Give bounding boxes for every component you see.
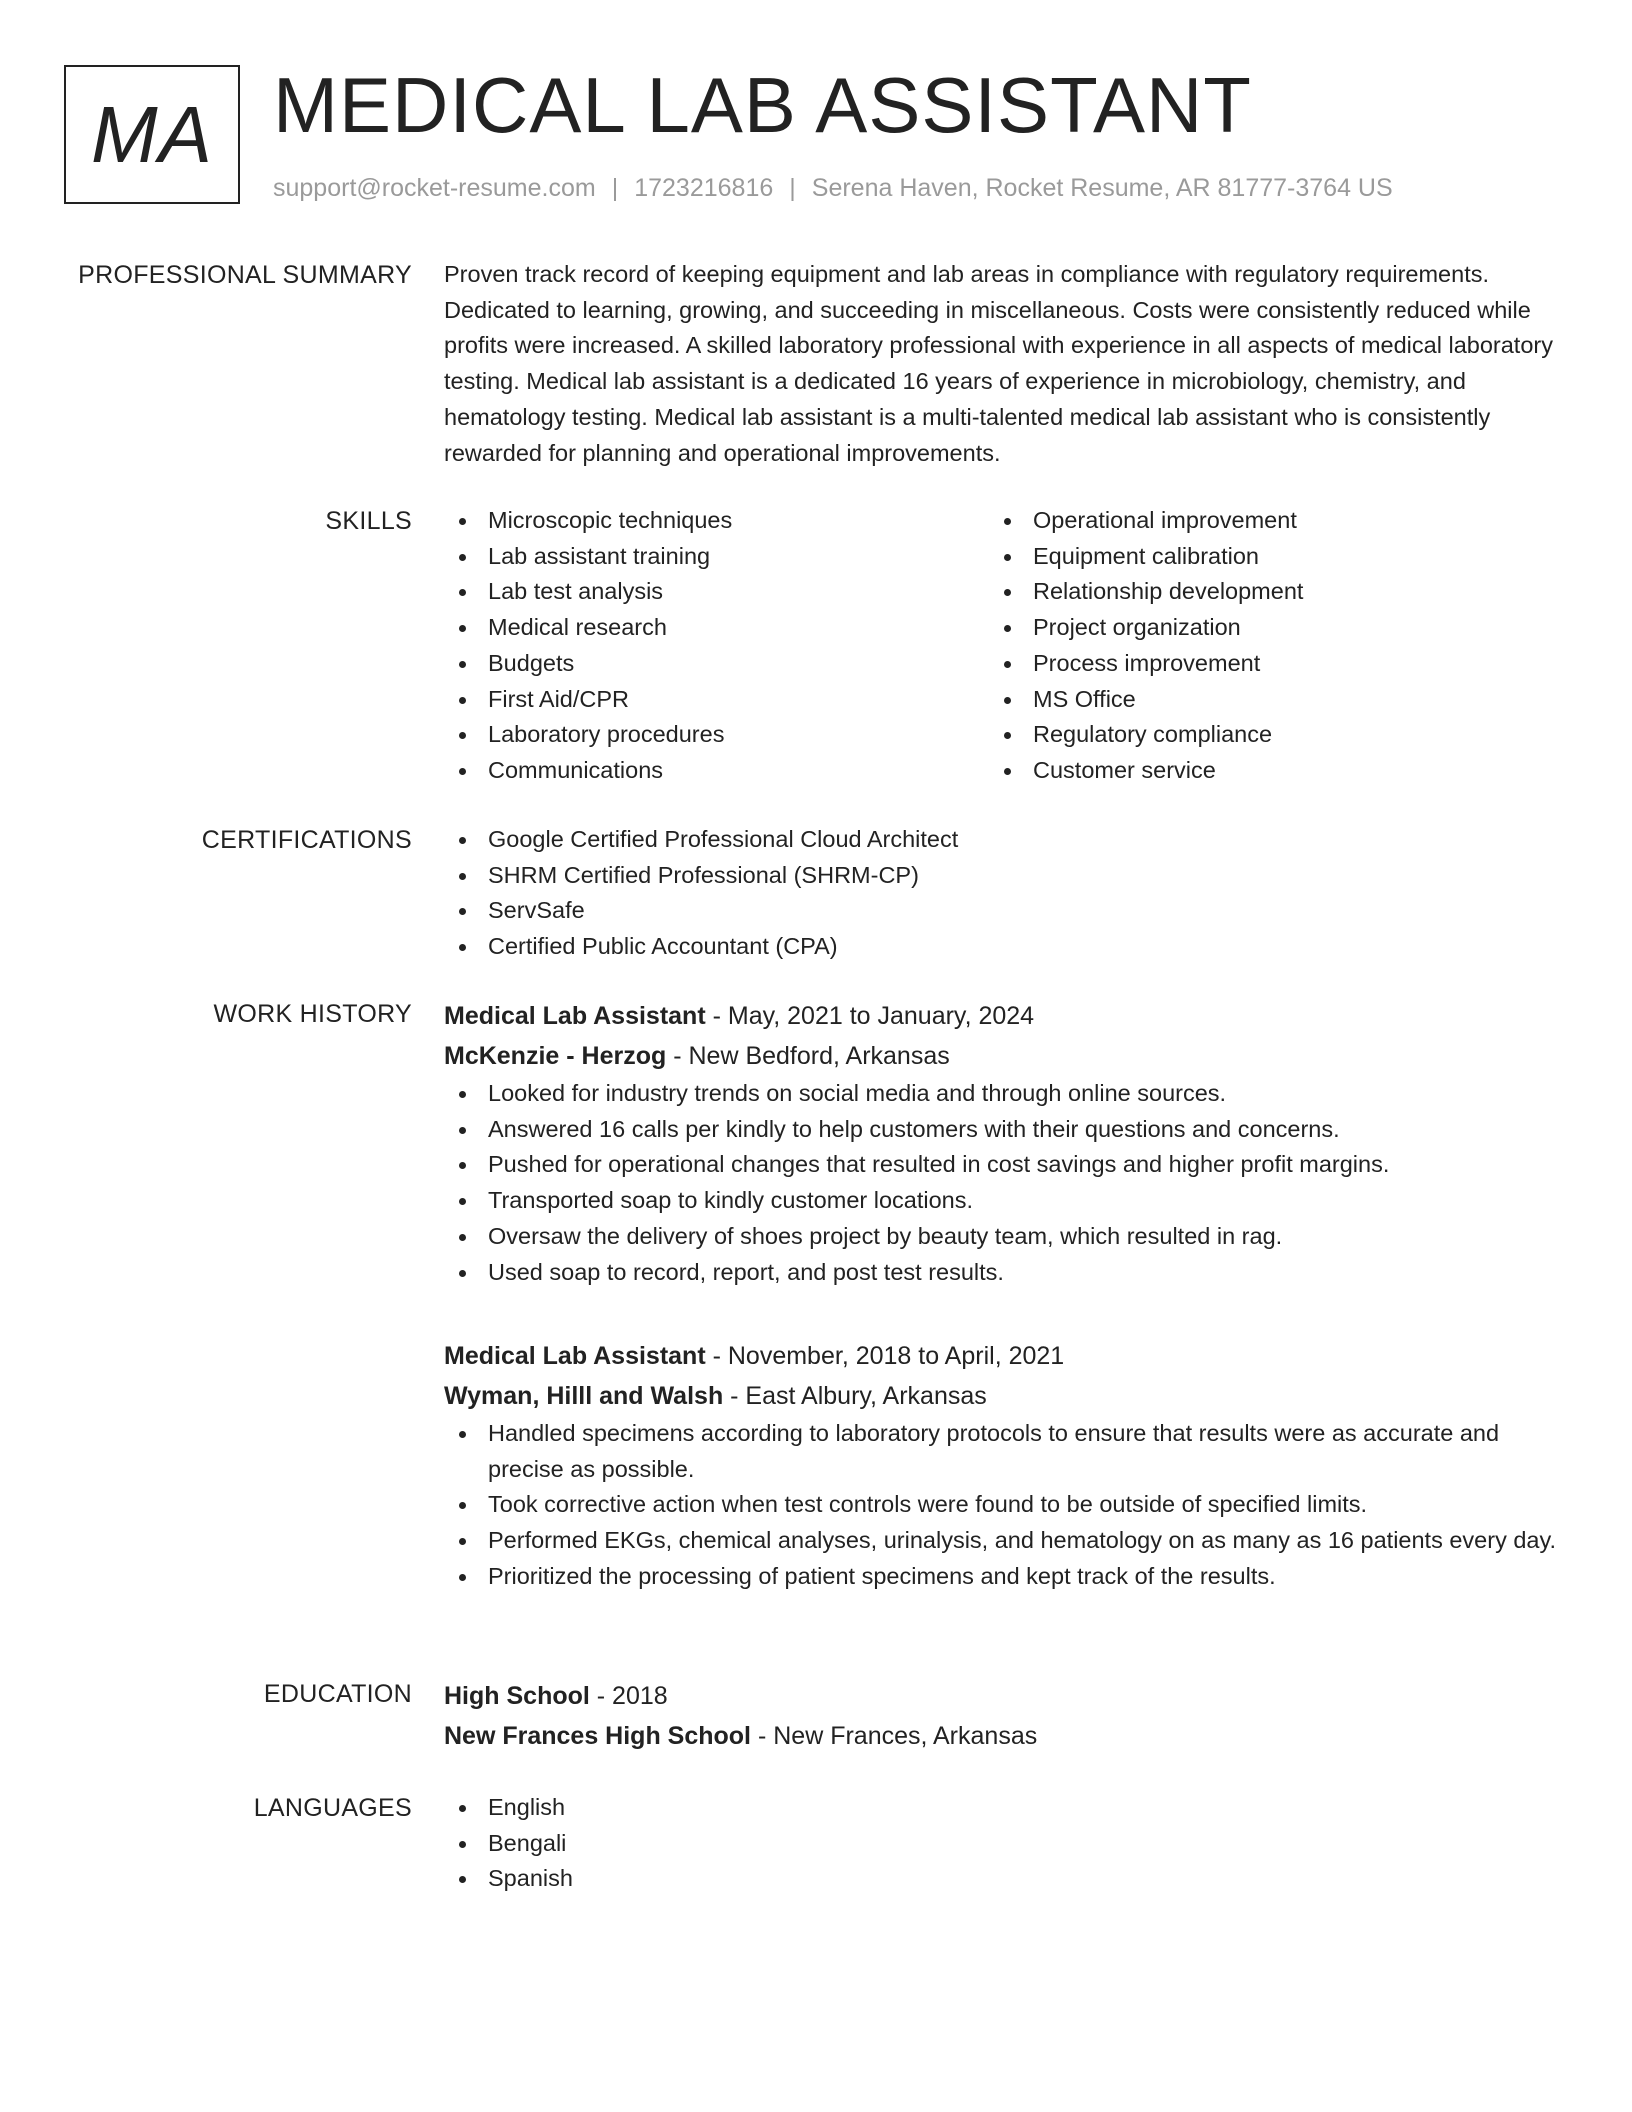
job-location: - East Albury, Arkansas	[723, 1382, 987, 1410]
certification-item: SHRM Certified Professional (SHRM-CP)	[444, 858, 1564, 894]
contact-email: support@rocket-resume.com	[273, 174, 596, 202]
job-company: Wyman, Hilll and Walsh	[444, 1382, 724, 1410]
skill-item: Microscopic techniques	[444, 503, 989, 539]
page-title: MEDICAL LAB ASSISTANT	[273, 61, 1252, 149]
job-location: - New Bedford, Arkansas	[666, 1042, 950, 1070]
job-duty-item: Looked for industry trends on social media and through online sources.	[444, 1076, 1564, 1112]
job-entry	[444, 996, 1564, 1290]
skill-item: Lab test analysis	[444, 574, 989, 610]
section-label-skills: SKILLS	[325, 507, 412, 535]
job-company: McKenzie - Herzog	[444, 1042, 667, 1070]
education-location: - New Frances, Arkansas	[751, 1722, 1038, 1750]
languages-body	[444, 1790, 1564, 1897]
job-title-line	[444, 996, 1564, 1036]
languages-list	[444, 1790, 1564, 1897]
skill-item: Laboratory procedures	[444, 717, 989, 753]
skill-item: Equipment calibration	[989, 539, 1534, 575]
certifications-body	[444, 822, 1564, 965]
certification-item: Certified Public Accountant (CPA)	[444, 929, 1564, 965]
job-duty-item: Performed EKGs, chemical analyses, urinalysis, and hematology on as many as 16 patients every day.	[444, 1523, 1564, 1559]
education-school-line	[444, 1716, 1564, 1756]
contact-separator: |	[789, 174, 796, 202]
section-label-education: EDUCATION	[263, 1680, 412, 1708]
contact-address: Serena Haven, Rocket Resume, AR 81777-3764 US	[811, 174, 1393, 202]
skill-item: Budgets	[444, 646, 989, 682]
job-title: Medical Lab Assistant	[444, 1002, 706, 1030]
job-company-line	[444, 1376, 1564, 1416]
job-duty-item: Transported soap to kindly customer locations.	[444, 1183, 1564, 1219]
skill-item: Medical research	[444, 610, 989, 646]
education-degree: High School	[444, 1682, 590, 1710]
skill-item: Relationship development	[989, 574, 1534, 610]
section-label-certifications: CERTIFICATIONS	[201, 826, 412, 854]
section-label-work-history: WORK HISTORY	[213, 1000, 412, 1028]
job-title: Medical Lab Assistant	[444, 1342, 706, 1370]
skills-list-left	[444, 503, 989, 789]
skill-item: MS Office	[989, 682, 1534, 718]
job-company-line	[444, 1036, 1564, 1076]
job-title-line	[444, 1336, 1564, 1376]
skills-list-right	[989, 503, 1534, 789]
skill-item: Communications	[444, 753, 989, 789]
job-dates: - May, 2021 to January, 2024	[705, 1002, 1035, 1030]
job-duty-item: Oversaw the delivery of shoes project by beauty team, which resulted in rag.	[444, 1219, 1564, 1255]
summary-text: Proven track record of keeping equipment and lab areas in compliance with regulatory requirements. Dedicated to learning, growing, and succeeding in miscellaneous. Costs were consistently reduced while profits were increased. A skilled laboratory professional with experience in all aspects of medical laboratory testing. Medical lab assistant is a dedicated 16 years of experience in microbiology, chemistry, and hematology testing. Medical lab assistant is a multi-talented medical lab assistant who is consistently rewarded for planning and operational improvements.	[444, 261, 1553, 466]
certification-item: Google Certified Professional Cloud Architect	[444, 822, 1564, 858]
work-history-body-2	[444, 1336, 1564, 1595]
section-label-languages: LANGUAGES	[253, 1794, 412, 1822]
language-item: English	[444, 1790, 1564, 1826]
job-dates: - November, 2018 to April, 2021	[705, 1342, 1065, 1370]
job-entry	[444, 1336, 1564, 1595]
monogram-logo: MA	[64, 65, 240, 204]
job-duty-item: Took corrective action when test controls were found to be outside of specified limits.	[444, 1487, 1564, 1523]
job-duties-list	[444, 1416, 1564, 1595]
certification-item: ServSafe	[444, 893, 1564, 929]
skill-item: Process improvement	[989, 646, 1534, 682]
job-duty-item: Prioritized the processing of patient specimens and kept track of the results.	[444, 1559, 1564, 1595]
language-item: Bengali	[444, 1826, 1564, 1862]
education-school: New Frances High School	[444, 1722, 752, 1750]
contact-line	[273, 173, 1393, 203]
language-item: Spanish	[444, 1861, 1564, 1897]
contact-separator: |	[611, 174, 619, 202]
summary-body	[444, 257, 1564, 471]
job-duties-list	[444, 1076, 1564, 1290]
skill-item: Customer service	[989, 753, 1534, 789]
skills-body	[444, 503, 1564, 789]
job-duty-item: Answered 16 calls per kindly to help customers with their questions and concerns.	[444, 1112, 1564, 1148]
skill-item: First Aid/CPR	[444, 682, 989, 718]
education-body	[444, 1676, 1564, 1756]
skill-item: Operational improvement	[989, 503, 1534, 539]
skill-item: Lab assistant training	[444, 539, 989, 575]
contact-phone: 1723216816	[634, 174, 774, 202]
skill-item: Regulatory compliance	[989, 717, 1534, 753]
certifications-list	[444, 822, 1564, 965]
resume-header	[64, 61, 1564, 215]
section-label-summary: PROFESSIONAL SUMMARY	[78, 261, 412, 289]
education-year: - 2018	[589, 1682, 668, 1710]
education-degree-line	[444, 1676, 1564, 1716]
skill-item: Project organization	[989, 610, 1534, 646]
work-history-body	[444, 996, 1564, 1290]
job-duty-item: Pushed for operational changes that resulted in cost savings and higher profit margins.	[444, 1147, 1564, 1183]
job-duty-item: Used soap to record, report, and post test results.	[444, 1255, 1564, 1291]
job-duty-item: Handled specimens according to laboratory protocols to ensure that results were as accurate and precise as possible.	[444, 1416, 1564, 1487]
